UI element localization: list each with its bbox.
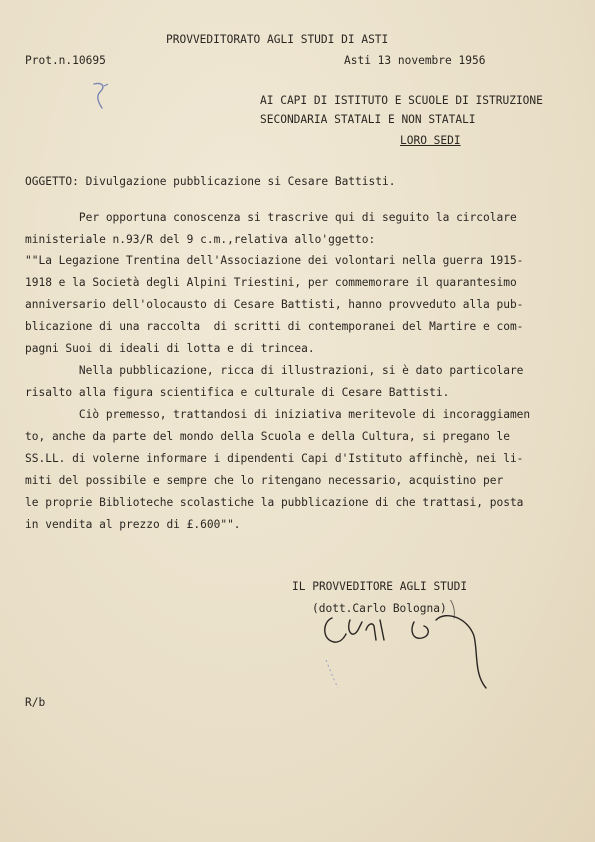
body-line: 1918 e la Società degli Alpini Triestini, per commemorare il quarantesimo xyxy=(25,276,517,289)
body-line: ministeriale n.93/R del 9 c.m.,relativa allo'ggetto: xyxy=(25,233,376,246)
signature-title: IL PROVVEDITORE AGLI STUDI xyxy=(292,580,468,593)
body-line: Per opportuna conoscenza si trascrive qui di seguito la circolare xyxy=(25,211,517,224)
body-line: to, anche da parte del mondo della Scuola e della Cultura, si pregano le xyxy=(25,430,510,443)
pencil-mark-icon xyxy=(80,78,120,118)
recipients-line-1: AI CAPI DI ISTITUTO E SCUOLE DI ISTRUZIONE xyxy=(260,94,543,107)
body-line: in vendita al prezzo di £.600"". xyxy=(25,518,241,531)
body-line: blicazione di una raccolta di scritti di contemporanei del Martire e com- xyxy=(25,320,524,333)
recipients-line-3: LORO SEDI xyxy=(400,134,461,147)
body-line: ""La Legazione Trentina dell'Associazione dei volontari nella guerra 1915- xyxy=(25,254,524,267)
protocol-number: Prot.n.10695 xyxy=(25,54,106,67)
handwritten-signature-icon xyxy=(318,600,498,700)
body-line: SS.LL. di volerne informare i dipendenti Capi d'Istituto affinchè, nei li- xyxy=(25,452,524,465)
signature-name: (dott.Carlo Bologna) xyxy=(312,602,447,615)
body-line: le proprie Biblioteche scolastiche la pubblicazione di che trattasi, posta xyxy=(25,496,524,509)
body-line: risalto alla figura scientifica e culturale di Cesare Battisti. xyxy=(25,386,450,399)
reference-initials: R/b xyxy=(25,696,46,709)
body-line: anniversario dell'olocausto di Cesare Battisti, hanno provveduto alla pub- xyxy=(25,298,524,311)
office-heading: PROVVEDITORATO AGLI STUDI DI ASTI xyxy=(166,33,389,46)
body-line: Ciò premesso, trattandosi di iniziativa meritevole di incoraggiamen xyxy=(25,408,531,421)
subject-line: OGGETTO: Divulgazione pubblicazione si Cesare Battisti. xyxy=(25,175,396,188)
body-line: pagni Suoi di ideali di lotta e di trincea. xyxy=(25,342,315,355)
body-line: miti del possibile e sempre che lo ritengano necessario, acquistino per xyxy=(25,474,504,487)
place-date: Asti 13 novembre 1956 xyxy=(344,54,486,67)
body-line: Nella pubblicazione, ricca di illustrazioni, si è dato particolare xyxy=(25,364,524,377)
recipients-line-2: SECONDARIA STATALI E NON STATALI xyxy=(260,113,476,126)
